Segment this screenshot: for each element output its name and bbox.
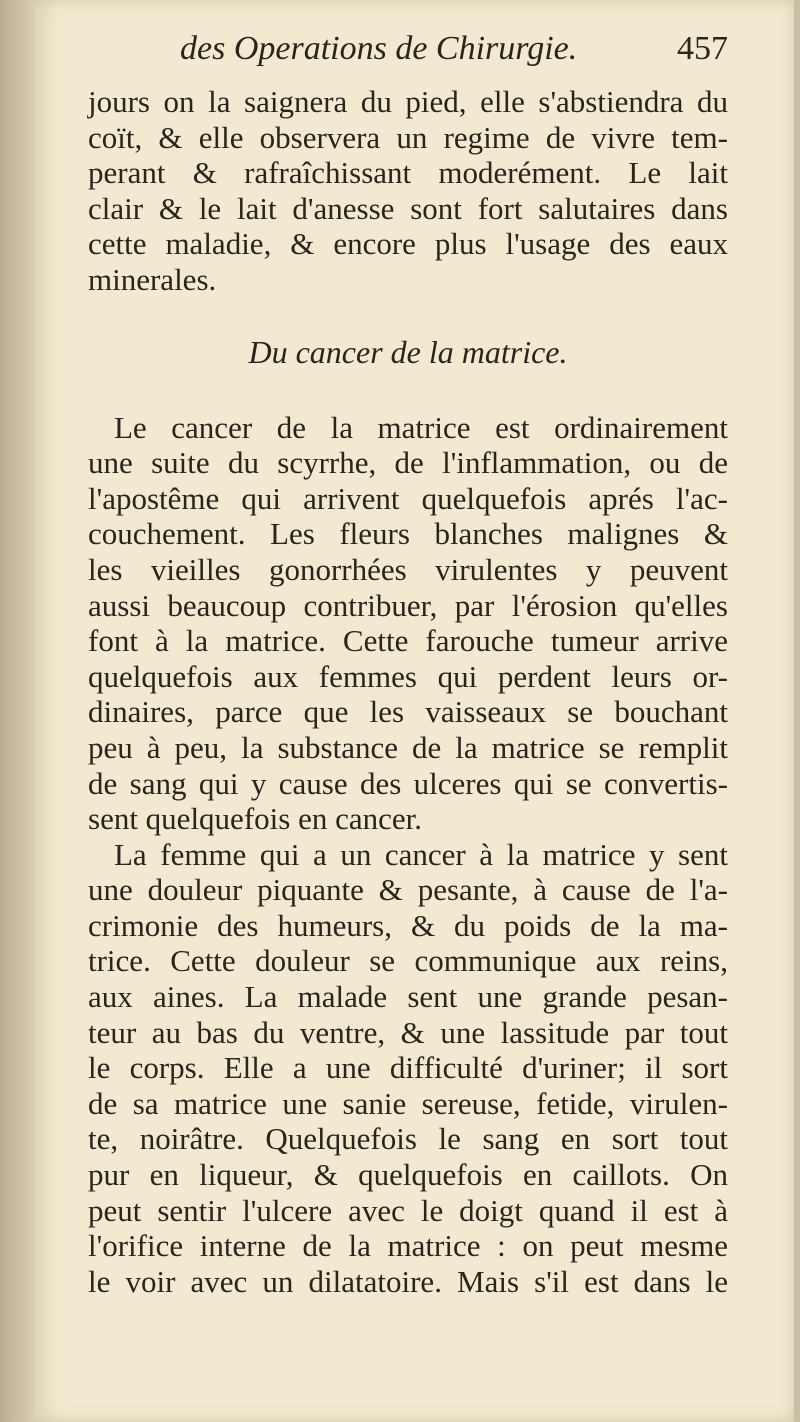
- text-line: l'orifice interne de la matrice : on peut mesme: [88, 1228, 728, 1264]
- text-line: couchement. Les fleurs blanches malignes &: [88, 516, 728, 552]
- text-line: te, noirâtre. Quelquefois le sang en sort tout: [88, 1121, 728, 1157]
- text-line: clair & le lait d'anesse sont fort salutaires dans: [88, 190, 728, 226]
- paragraph-cancer-intro: [88, 410, 728, 837]
- text-line: l'apostême qui arrivent quelquefois aprés l'ac-: [88, 480, 728, 516]
- text-line: aux aines. La malade sent une grande pesan-: [88, 979, 728, 1015]
- text-line: minerales.: [88, 261, 217, 297]
- text-line: Le cancer de la matrice est ordinairement: [114, 409, 728, 445]
- text-line: crimonie des humeurs, & du poids de la ma-: [88, 907, 728, 943]
- text-line: quelquefois aux femmes qui perdent leurs or-: [88, 658, 728, 694]
- text-line: le corps. Elle a une difficulté d'uriner; il sort: [88, 1050, 728, 1086]
- text-line: La femme qui a un cancer à la matrice y sent: [114, 836, 728, 872]
- text-line: perant & rafraîchissant moderément. Le lait: [88, 155, 728, 191]
- text-line: teur au bas du ventre, & une lassitude par tout: [88, 1014, 728, 1050]
- text-line: peu à peu, la substance de la matrice se remplit: [88, 729, 728, 765]
- page-number: 457: [677, 30, 728, 67]
- text-line: font à la matrice. Cette farouche tumeur arrive: [88, 623, 728, 659]
- text-line: le voir avec un dilatatoire. Mais s'il est dans le: [88, 1263, 728, 1299]
- text-line: pur en liqueur, & quelquefois en caillots. On: [88, 1157, 728, 1193]
- section-heading: Du cancer de la matrice.: [248, 333, 568, 370]
- text-line: aussi beaucoup contribuer, par l'érosion qu'elles: [88, 587, 728, 623]
- running-head: [88, 30, 728, 84]
- text-line: de sa matrice une sanie sereuse, fetide, virulen-: [88, 1085, 728, 1121]
- text-line: dinaires, parce que les vaisseaux se bouchant: [88, 694, 728, 730]
- text-line: coït, & elle observera un regime de vivre tem-: [88, 119, 728, 155]
- text-line: cette maladie, & encore plus l'usage des eaux: [88, 226, 728, 262]
- page-text-block: [88, 30, 728, 1299]
- text-line: sent quelquefois en cancer.: [88, 801, 422, 837]
- paragraph-symptoms: [88, 837, 728, 1300]
- text-line: peut sentir l'ulcere avec le doigt quand il est à: [88, 1192, 728, 1228]
- book-gutter: [0, 0, 34, 1422]
- text-line: jours on la saignera du pied, elle s'abstiendra du: [88, 84, 728, 119]
- text-line: trice. Cette douleur se communique aux reins,: [88, 943, 728, 979]
- paragraph-continuation: [88, 84, 728, 298]
- running-head-title: des Operations de Chirurgie.: [180, 30, 578, 67]
- text-line: une suite du scyrrhe, de l'inflammation, ou de: [88, 445, 728, 481]
- text-line: les vieilles gonorrhées virulentes y peuvent: [88, 551, 728, 587]
- text-line: de sang qui y cause des ulceres qui se convertis-: [88, 765, 728, 801]
- book-page: [34, 0, 794, 1422]
- text-line: une douleur piquante & pesante, à cause de l'a-: [88, 872, 728, 908]
